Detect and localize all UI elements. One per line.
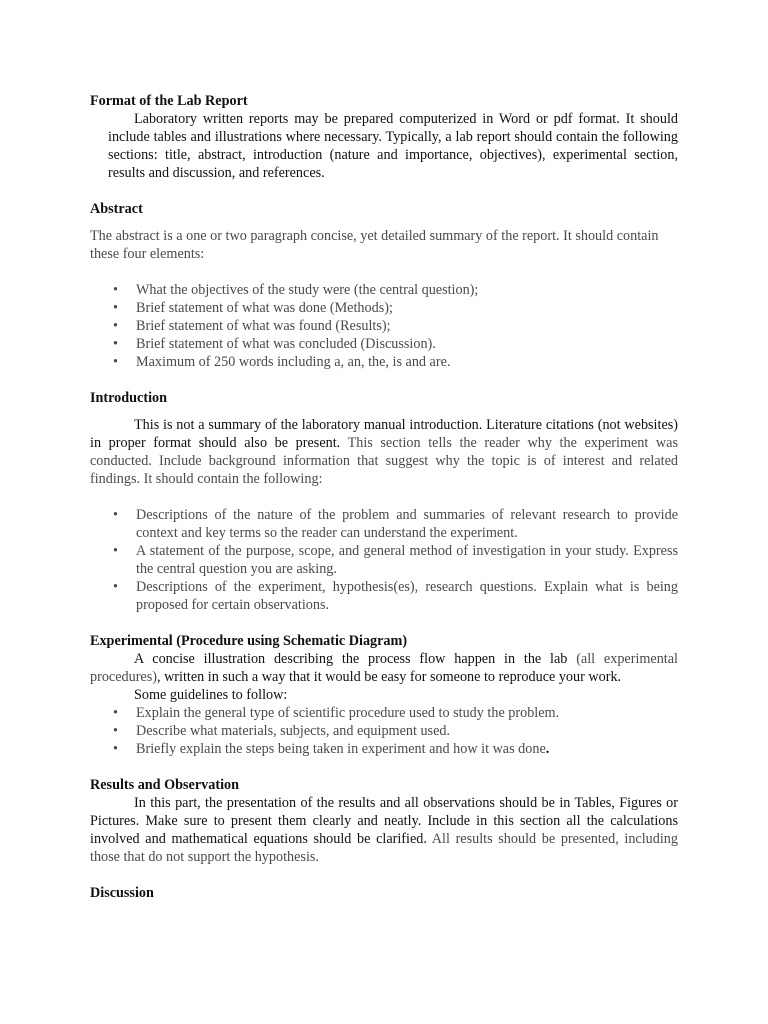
section-discussion bbox=[90, 884, 678, 902]
section-introduction bbox=[90, 389, 678, 614]
introduction-list-item: • Descriptions of the experiment, hypothesis(es), research questions. Explain what is being proposed for certain observations. bbox=[90, 578, 678, 614]
experimental-list-item: • Describe what materials, subjects, and equipment used. bbox=[90, 722, 678, 740]
introduction-text-part2: This section tells the reader why the experiment was conducted. Include background information that suggest why the topic is of interest and related findings. It should contain the following: bbox=[90, 435, 678, 487]
section-experimental bbox=[90, 632, 678, 758]
experimental-final-period: . bbox=[545, 741, 550, 757]
introduction-list bbox=[90, 506, 678, 614]
abstract-list-item: • Brief statement of what was found (Results); bbox=[90, 317, 678, 335]
experimental-text-part3: , written in such a way that it would be easy for someone to reproduce your work. bbox=[156, 669, 622, 685]
results-text-part1: In this part, the presentation of the results and all observations should be in Tables, Figures or Pictures. Make sure to present them clearly and neatly. Include in this section all the calculations involved and mathematical equations should be clarified. bbox=[90, 795, 678, 847]
experimental-list-item: • Explain the general type of scientific procedure used to study the problem. bbox=[90, 704, 678, 722]
results-text-part2: All results should be presented, including those that do not support the hypothesis. bbox=[90, 831, 678, 865]
section-results bbox=[90, 776, 678, 866]
introduction-text-part1: This is not a summary of the laboratory manual introduction. Literature citations (not websites) in proper format should also be present. bbox=[90, 417, 678, 451]
section-format bbox=[90, 92, 678, 182]
experimental-text-part2: (all experimental procedures) bbox=[90, 651, 678, 685]
abstract-list-item: • Brief statement of what was concluded (Discussion). bbox=[90, 335, 678, 353]
experimental-list-item-text: Briefly explain the steps being taken in experiment and how it was done bbox=[136, 741, 546, 757]
experimental-paragraph bbox=[90, 650, 678, 686]
introduction-heading: Introduction bbox=[90, 390, 167, 406]
abstract-list-item: • What the objectives of the study were (the central question); bbox=[90, 281, 678, 299]
abstract-list-item: • Maximum of 250 words including a, an, the, is and are. bbox=[90, 353, 678, 371]
experimental-heading: Experimental (Procedure using Schematic Diagram) bbox=[90, 633, 408, 649]
introduction-list-item: • Descriptions of the nature of the problem and summaries of relevant research to provide context and key terms so the reader can understand the experiment. bbox=[90, 506, 678, 542]
discussion-heading: Discussion bbox=[90, 885, 154, 901]
abstract-list bbox=[90, 281, 678, 371]
introduction-list-item: • A statement of the purpose, scope, and general method of investigation in your study. Express the central question you are asking. bbox=[90, 542, 678, 578]
results-heading: Results and Observation bbox=[90, 777, 239, 793]
abstract-paragraph: The abstract is a one or two paragraph concise, yet detailed summary of the report. It should contain these four elements: bbox=[90, 228, 659, 262]
abstract-heading: Abstract bbox=[90, 201, 143, 217]
results-paragraph bbox=[90, 794, 678, 866]
section-abstract bbox=[90, 200, 678, 371]
abstract-list-item: • Brief statement of what was done (Methods); bbox=[90, 299, 678, 317]
experimental-list bbox=[90, 704, 678, 758]
guidelines-label: Some guidelines to follow: bbox=[134, 687, 288, 703]
introduction-paragraph bbox=[90, 416, 678, 488]
experimental-text-part1: A concise illustration describing the process flow happen in the lab bbox=[134, 651, 577, 667]
format-heading: Format of the Lab Report bbox=[90, 93, 248, 109]
format-paragraph: Laboratory written reports may be prepared computerized in Word or pdf format. It should include tables and illustrations where necessary. Typically, a lab report should contain the following sections: title, abstract, introduction (nature and importance, objectives), experimental section, results and discussion, and references. bbox=[108, 111, 678, 181]
experimental-list-item bbox=[90, 740, 678, 758]
